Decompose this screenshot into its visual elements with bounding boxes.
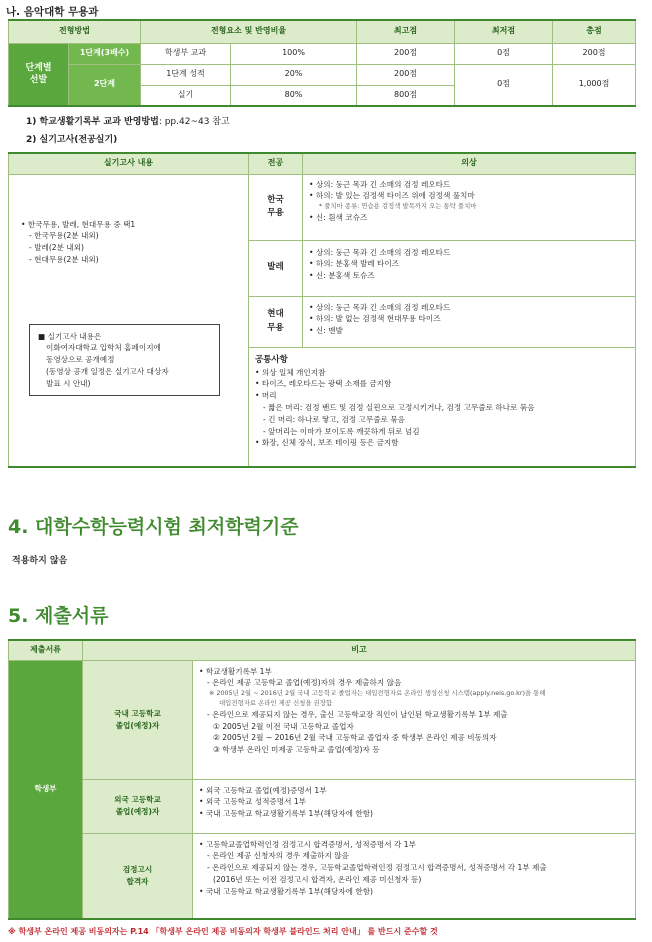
stage-cell: 2단계: [69, 64, 141, 106]
common-line: - 짧은 머리: 검정 밴드 및 검정 실핀으로 고정시키거나, 검정 고무줄로 하나로 묶음: [263, 402, 535, 412]
costume-line: • 하의: 발 있는 검정색 타이즈 위에 검정색 풀치마: [309, 191, 475, 201]
remark-line: - 온라인으로 제공되지 않는 경우, 출신 고등학교장 직인이 날인된 학교생활기록부 1부 제출: [207, 709, 508, 719]
footnote-warning: ※ 학생부 온라인 제공 비동의자는 P.14 「학생부 온라인 제공 비동의자 학생부 블라인드 처리 안내」 를 반드시 준수할 것: [8, 927, 438, 936]
content-line: • 한국무용, 발레, 현대무용 중 택1: [21, 219, 136, 229]
box-line: 이화여자대학교 입학처 홈페이지에: [46, 343, 161, 353]
costume-line: • 신: 흰색 코슈즈: [309, 212, 368, 222]
remark-line: ③ 학생부 온라인 미제공 고등학교 졸업(예정)자 등: [213, 745, 380, 755]
costume-line: • 상의: 둥근 목과 긴 소매의 검정 레오타드: [309, 247, 451, 257]
costume-line: • 하의: 분홍색 발레 타이즈: [309, 259, 400, 269]
remarks-cell: [193, 660, 636, 779]
remark-line: • 국내 고등학교 학교생활기록부 1부(해당자에 한함): [199, 809, 374, 819]
section5-title: 5. 제출서류: [8, 605, 109, 627]
table-header-row: [9, 640, 636, 660]
stage-cell: 1단계(3배수): [69, 43, 141, 64]
remark-line: ① 2005년 2월 이전 국내 고등학교 졸업자: [213, 721, 354, 731]
box-line: 발표 시 안내): [46, 378, 91, 388]
practical-exam-heading: 2) 실기고사(전공실기): [26, 135, 118, 145]
header-cell: 의상: [303, 153, 636, 174]
remarks-cell: [193, 779, 636, 833]
remark-line: - 온라인으로 제공되지 않는 경우, 고등학교졸업학력인정 검정고시 합격증명서, 성적증명서 각 1부 제출: [207, 863, 547, 873]
ratio-cell: 20%: [231, 64, 357, 85]
content-line: - 현대무용(2분 내외): [29, 254, 99, 264]
header-cell: 전형방법: [9, 20, 141, 43]
common-line: - 긴 머리: 하나로 땋고, 검정 고무줄로 묶음: [263, 414, 405, 424]
section4-text: 적용하지 않음: [12, 556, 68, 566]
max-cell: 800점: [357, 85, 455, 106]
box-line: (동영상 공개 일정은 실기고사 대상자: [46, 366, 169, 376]
category-cell: 국내 고등학교 졸업(예정)자: [83, 660, 193, 779]
costume-line: • 신: 맨발: [309, 326, 343, 336]
exam-content-cell: [9, 174, 249, 467]
costume-line: • 상의: 둥근 목과 긴 소매의 검정 레오타드: [309, 179, 451, 189]
common-line: • 화장, 신체 장식, 보조 테이핑 등은 금지함: [255, 438, 399, 448]
major-ballet: 발레: [249, 240, 303, 296]
header-cell: 최고점: [357, 20, 455, 43]
remark-line: ※ 2005년 2월 ~ 2016년 2월 국내 고등학교 졸업자는 대입전형자료 온라인 생성신청 시스템(apply.neis.go.kr)을 통해: [209, 689, 546, 698]
costume-cell: [303, 240, 636, 296]
ratio-cell: 80%: [231, 85, 357, 106]
remark-line: (2016년 또는 이전 검정고시 합격자, 온라인 제공 미신청자 등): [213, 874, 422, 884]
remark-line: - 온라인 제공 고등학교 졸업(예정)자의 경우 제출하지 않음: [207, 678, 402, 688]
table-row: [9, 43, 636, 64]
table-row: [9, 64, 636, 85]
note-rest: : pp.42~43 참고: [158, 117, 230, 127]
max-cell: 200점: [357, 43, 455, 64]
table-header-row: [9, 20, 636, 43]
ratio-cell: 100%: [231, 43, 357, 64]
header-cell: 최저점: [455, 20, 553, 43]
costume-note: * 풀치마 종류: 연습용 검정색 발목까지 오는 통탁 풀치마: [319, 202, 477, 211]
practical-exam-table: [8, 152, 636, 468]
header-cell: 전공: [249, 153, 303, 174]
element-cell: 학생부 교과: [141, 43, 231, 64]
max-cell: 200점: [357, 64, 455, 85]
element-cell: 실기: [141, 85, 231, 106]
common-line: • 의상 일체 개인지참: [255, 367, 326, 377]
group-cell: 학생부: [9, 660, 83, 919]
remark-line: • 학교생활기록부 1부: [199, 666, 272, 676]
costume-cell: [303, 174, 636, 240]
common-line: • 머리: [255, 391, 277, 401]
common-rules-cell: [249, 347, 636, 467]
remarks-cell: [193, 833, 636, 919]
costume-line: • 상의: 둥근 목과 긴 소매의 검정 레오타드: [309, 302, 451, 312]
common-title: 공통사항: [255, 354, 288, 365]
selection-method-table: [8, 19, 636, 107]
total-cell: 200점: [553, 43, 636, 64]
major-korean: 한국 무용: [249, 174, 303, 240]
category-cell: 검정고시 합격자: [83, 833, 193, 919]
remark-line: 대입전형자료 온라인 제공 신청을 권장함: [219, 698, 333, 707]
remark-line: • 외국 고등학교 졸업(예정)증명서 1부: [199, 785, 327, 795]
group-cell: 단계별 선발: [9, 43, 69, 106]
min-cell: 0점: [455, 43, 553, 64]
header-cell: 비고: [83, 640, 636, 660]
category-cell: 외국 고등학교 졸업(예정)자: [83, 779, 193, 833]
header-cell: 총점: [553, 20, 636, 43]
header-cell: 제출서류: [9, 640, 83, 660]
box-line: 동영상으로 공개예정: [46, 355, 115, 365]
table-row: [9, 833, 636, 919]
major-modern: 현대 무용: [249, 296, 303, 347]
remark-line: - 온라인 제공 신청자의 경우 제출하지 않음: [207, 851, 349, 861]
common-line: - 앞머리는 이마가 보이도록 깨끗하게 뒤로 넘김: [263, 426, 420, 436]
table-row: [9, 174, 636, 240]
element-cell: 1단계 성적: [141, 64, 231, 85]
content-line: - 한국무용(2분 내외): [29, 231, 99, 241]
costume-cell: [303, 296, 636, 347]
table-header-row: [9, 153, 636, 174]
costume-line: • 하의: 발 없는 검정색 현대무용 타이즈: [309, 314, 441, 324]
total-cell: 1,000점: [553, 64, 636, 106]
documents-table: [8, 639, 636, 920]
table-row: [9, 779, 636, 833]
min-cell: 0점: [455, 64, 553, 106]
section-heading: 나. 음악대학 무용과: [6, 6, 99, 18]
content-line: - 발레(2분 내외): [29, 243, 85, 253]
header-cell: 전형요소 및 반영비율: [141, 20, 357, 43]
grade-method-note: [26, 114, 230, 127]
note-bold: 1) 학교생활기록부 교과 반영방법: [26, 117, 159, 127]
table-row: [9, 660, 636, 779]
remark-line: ② 2005년 2월 ~ 2016년 2월 국내 고등학교 졸업자 중 학생부 온라인 제공 비동의자: [213, 733, 497, 743]
common-line: • 타이즈, 레오타드는 광택 소재를 금지함: [255, 379, 392, 389]
notice-box: [29, 324, 220, 397]
remark-line: • 고등학교졸업학력인정 검정고시 합격증명서, 성적증명서 각 1부: [199, 839, 416, 849]
header-cell: 실기고사 내용: [9, 153, 249, 174]
remark-line: • 외국 고등학교 성적증명서 1부: [199, 797, 306, 807]
remark-line: • 국내 고등학교 학교생활기록부 1부(해당자에 한함): [199, 886, 374, 896]
costume-line: • 신: 분홍색 토슈즈: [309, 271, 375, 281]
box-line: ■ 실기고사 내용은: [38, 331, 102, 341]
section4-title: 4. 대학수학능력시험 최저학력기준: [8, 516, 299, 538]
